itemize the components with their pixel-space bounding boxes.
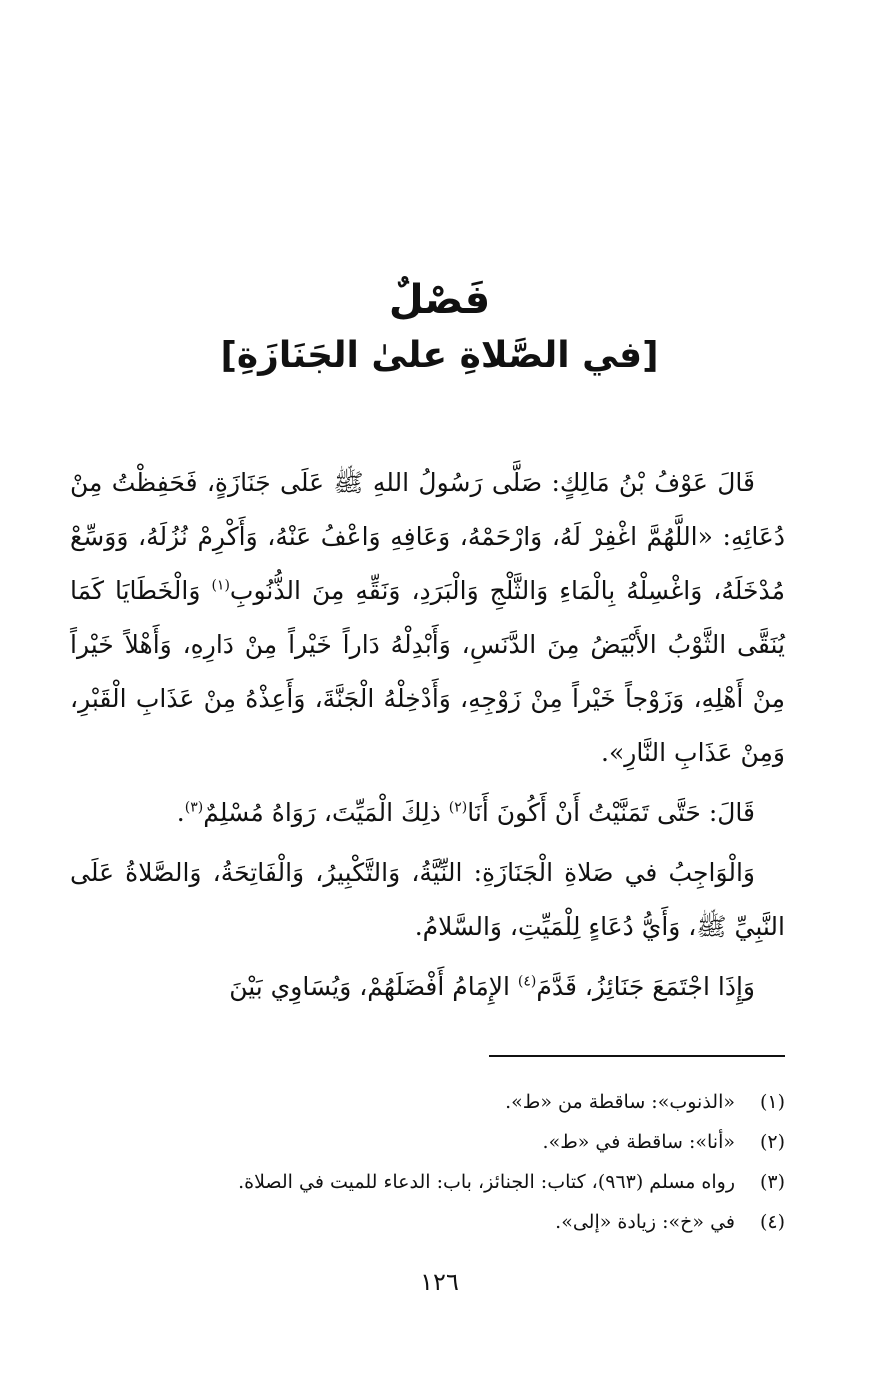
footnote-text: «الذنوب»: ساقطة من «ط». [505,1091,735,1113]
paragraph-obligations [70,846,785,954]
section-header [0,272,879,384]
footnote [70,1202,785,1242]
footnote-text: «أنا»: ساقطة في «ط». [542,1131,735,1153]
footnote-number: (١) [759,1091,785,1113]
footnotes [70,1082,785,1242]
footnote-text: في «خ»: زيادة «إلى». [555,1211,735,1233]
paragraph-text: وَالْوَاجِبُ في صَلاةِ الْجَنَازَةِ: النِّيَّةُ، وَالتَّكْبِيرُ، وَالْفَاتِحَةُ، وَالصَّلاةُ عَلَى النَّبِيِّ ﷺ، وَأَيُّ دُعَاءٍ لِلْمَيِّتِ، وَالسَّلامُ. [70,858,785,941]
section-title: فَصْلٌ [388,277,491,323]
footnote-marker: (٤) [517,973,537,990]
paragraph-text: الإِمَامُ أَفْضَلَهُمْ، وَيُسَاوِي بَيْنَ [229,972,518,1001]
main-text [70,456,785,1020]
paragraph-multiple-funerals [70,960,785,1014]
paragraph-text: وَإِذَا اجْتَمَعَ جَنَائِزُ، قَدَّمَ [536,972,755,1001]
paragraph-dua [70,456,785,780]
paragraph-text: قَالَ عَوْفُ بْنُ مَالِكٍ: صَلَّى رَسُولُ اللهِ ﷺ عَلَى جَنَازَةٍ، فَحَفِظْتُ مِنْ دُعَائِهِ: «اللَّهُمَّ اغْفِرْ لَهُ، وَارْحَمْهُ، وَعَافِهِ وَاعْفُ عَنْهُ، وَأَكْرِمْ نُزُلَهُ، وَوَسِّعْ مُدْخَلَهُ، وَاغْسِلْهُ بِالْمَاءِ وَالثَّلْجِ وَالْبَرَدِ، وَنَقِّهِ مِنَ الذُّنُوبِ [70,468,785,605]
footnote-number: (٢) [759,1131,785,1153]
paragraph-text: قَالَ: حَتَّى تَمَنَّيْتُ أَنْ أَكُونَ أَنَا [467,798,755,827]
footnote-number: (٣) [759,1171,785,1193]
paragraph-text: . [176,798,185,827]
footnote-marker: (٣) [184,799,204,816]
footnote [70,1162,785,1202]
page-number: ١٢٦ [420,1268,459,1296]
footnote-text: رواه مسلم (٩٦٣)، كتاب: الجنائز، باب: الدعاء للميت في الصلاة. [238,1171,735,1193]
footnote [70,1122,785,1162]
footnote-number: (٤) [759,1211,785,1233]
paragraph-narration [70,786,785,840]
paragraph-text: وَالْخَطَايَا كَمَا يُنَقَّى الثَّوْبُ الأَبْيَضُ مِنَ الدَّنَسِ، وَأَبْدِلْهُ دَاراً خَيْراً مِنْ دَارِهِ، وَأَهْلاً خَيْراً مِنْ أَهْلِهِ، وَزَوْجاً خَيْراً مِنْ زَوْجِهِ، وَأَدْخِلْهُ الْجَنَّةَ، وَأَعِذْهُ مِنْ عَذَابِ الْقَبْرِ، وَمِنْ عَذَابِ النَّارِ». [70,576,785,767]
footnote-separator [489,1055,785,1057]
paragraph-text: ذلِكَ الْمَيِّتَ، رَوَاهُ مُسْلِمٌ [203,798,449,827]
footnote [70,1082,785,1122]
footnote-marker: (٢) [448,799,468,816]
section-subtitle: [في الصَّلاةِ علىٰ الجَنَازَةِ] [220,335,659,376]
footnote-marker: (١) [211,577,230,594]
